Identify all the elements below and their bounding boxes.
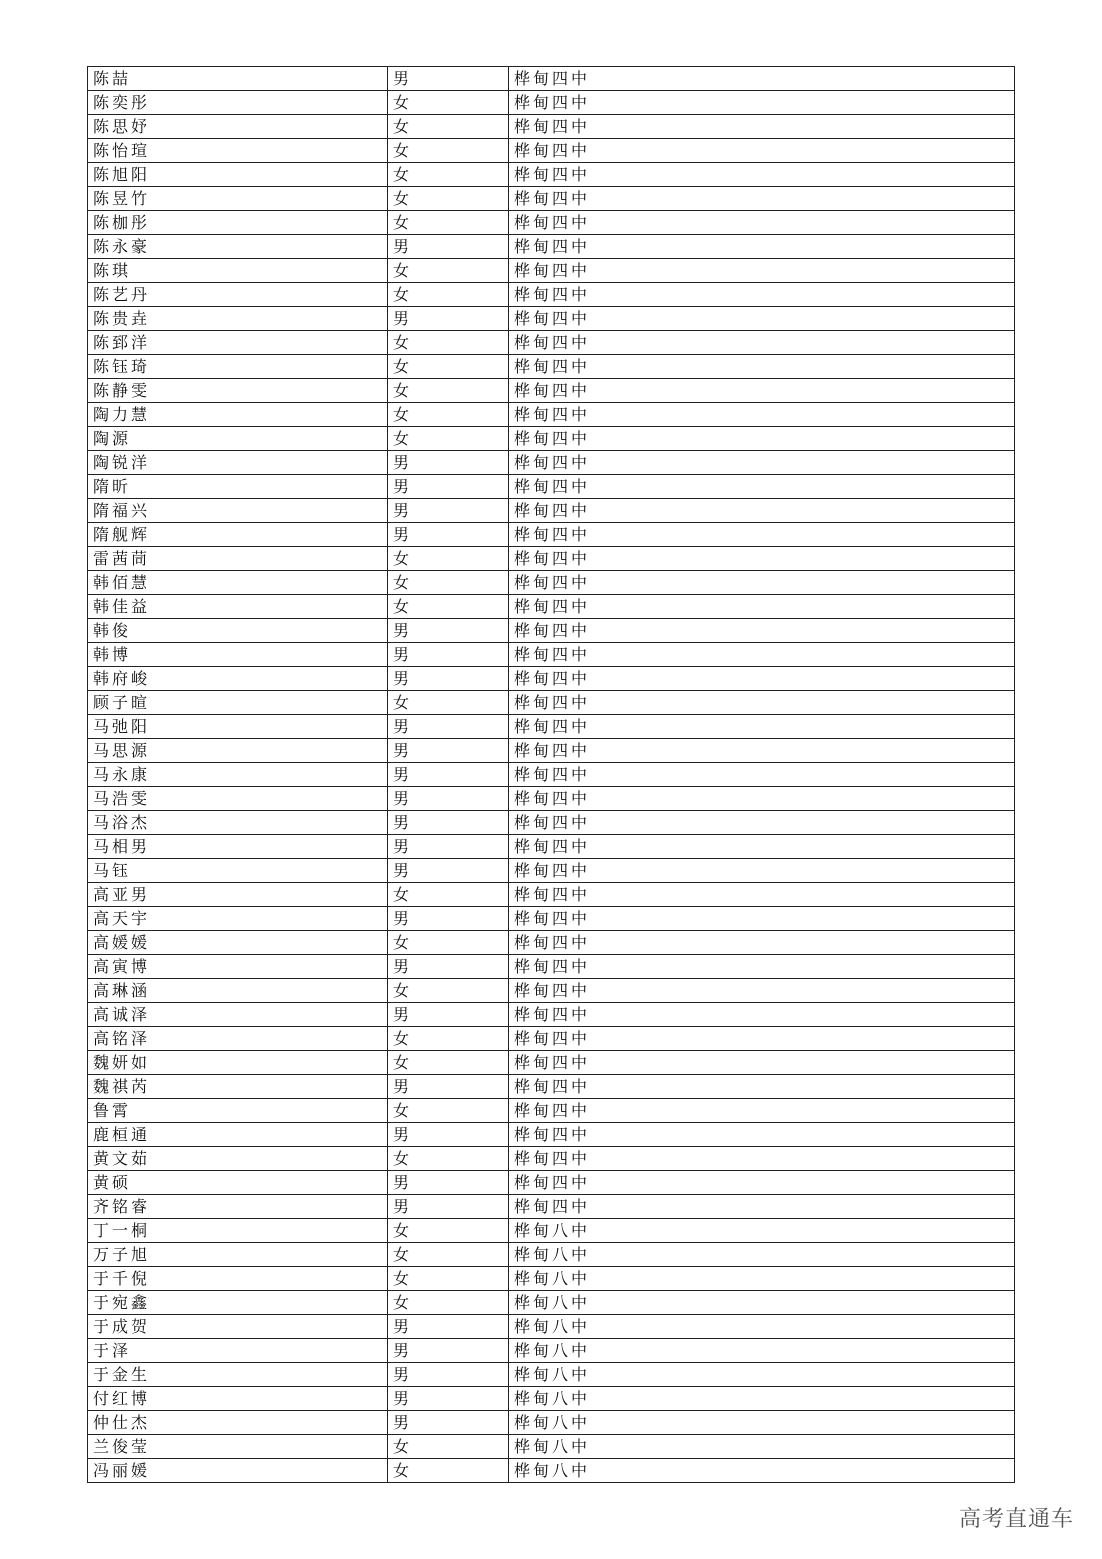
gender-cell: 男 bbox=[388, 907, 509, 931]
gender-cell: 女 bbox=[388, 1099, 509, 1123]
name-cell: 付红博 bbox=[88, 1387, 388, 1411]
school-cell: 桦甸八中 bbox=[509, 1219, 1015, 1243]
school-cell: 桦甸四中 bbox=[509, 427, 1015, 451]
gender-cell: 女 bbox=[388, 979, 509, 1003]
gender-cell: 女 bbox=[388, 1435, 509, 1459]
gender-cell: 男 bbox=[388, 67, 509, 91]
gender-cell: 男 bbox=[388, 763, 509, 787]
name-cell: 陈贵垚 bbox=[88, 307, 388, 331]
school-cell: 桦甸四中 bbox=[509, 643, 1015, 667]
table-row bbox=[88, 1003, 1015, 1027]
table-row bbox=[88, 667, 1015, 691]
name-cell: 于成贺 bbox=[88, 1315, 388, 1339]
table-row bbox=[88, 571, 1015, 595]
name-cell: 万子旭 bbox=[88, 1243, 388, 1267]
name-cell: 黄文茹 bbox=[88, 1147, 388, 1171]
name-cell: 顾子暄 bbox=[88, 691, 388, 715]
name-cell: 陶力慧 bbox=[88, 403, 388, 427]
school-cell: 桦甸四中 bbox=[509, 1147, 1015, 1171]
school-cell: 桦甸四中 bbox=[509, 403, 1015, 427]
school-cell: 桦甸八中 bbox=[509, 1387, 1015, 1411]
school-cell: 桦甸四中 bbox=[509, 739, 1015, 763]
name-cell: 魏妍如 bbox=[88, 1051, 388, 1075]
gender-cell: 女 bbox=[388, 259, 509, 283]
name-cell: 韩佰慧 bbox=[88, 571, 388, 595]
name-cell: 韩俊 bbox=[88, 619, 388, 643]
table-row bbox=[88, 787, 1015, 811]
table-row bbox=[88, 67, 1015, 91]
name-cell: 丁一桐 bbox=[88, 1219, 388, 1243]
name-cell: 陈艺丹 bbox=[88, 283, 388, 307]
gender-cell: 女 bbox=[388, 1051, 509, 1075]
table-row bbox=[88, 1027, 1015, 1051]
gender-cell: 女 bbox=[388, 403, 509, 427]
school-cell: 桦甸四中 bbox=[509, 667, 1015, 691]
name-cell: 冯丽媛 bbox=[88, 1459, 388, 1483]
gender-cell: 女 bbox=[388, 547, 509, 571]
table-row bbox=[88, 139, 1015, 163]
gender-cell: 女 bbox=[388, 1459, 509, 1483]
gender-cell: 女 bbox=[388, 427, 509, 451]
gender-cell: 男 bbox=[388, 235, 509, 259]
table-row bbox=[88, 595, 1015, 619]
table-row bbox=[88, 1315, 1015, 1339]
name-cell: 马浴杰 bbox=[88, 811, 388, 835]
name-cell: 马永康 bbox=[88, 763, 388, 787]
gender-cell: 女 bbox=[388, 1147, 509, 1171]
gender-cell: 女 bbox=[388, 571, 509, 595]
school-cell: 桦甸四中 bbox=[509, 355, 1015, 379]
table-row bbox=[88, 379, 1015, 403]
table-row bbox=[88, 811, 1015, 835]
name-cell: 陈永豪 bbox=[88, 235, 388, 259]
school-cell: 桦甸四中 bbox=[509, 619, 1015, 643]
gender-cell: 女 bbox=[388, 331, 509, 355]
table-row bbox=[88, 547, 1015, 571]
table-row bbox=[88, 523, 1015, 547]
table-row bbox=[88, 115, 1015, 139]
school-cell: 桦甸四中 bbox=[509, 955, 1015, 979]
name-cell: 鲁霄 bbox=[88, 1099, 388, 1123]
name-cell: 马思源 bbox=[88, 739, 388, 763]
student-table bbox=[87, 66, 1015, 1483]
gender-cell: 女 bbox=[388, 211, 509, 235]
school-cell: 桦甸四中 bbox=[509, 1027, 1015, 1051]
table-row bbox=[88, 427, 1015, 451]
table-row bbox=[88, 1075, 1015, 1099]
gender-cell: 男 bbox=[388, 475, 509, 499]
school-cell: 桦甸四中 bbox=[509, 283, 1015, 307]
name-cell: 陈钰琦 bbox=[88, 355, 388, 379]
table-row bbox=[88, 1363, 1015, 1387]
school-cell: 桦甸八中 bbox=[509, 1315, 1015, 1339]
student-table-body bbox=[88, 67, 1015, 1483]
school-cell: 桦甸四中 bbox=[509, 307, 1015, 331]
name-cell: 高诚泽 bbox=[88, 1003, 388, 1027]
school-cell: 桦甸四中 bbox=[509, 235, 1015, 259]
school-cell: 桦甸四中 bbox=[509, 883, 1015, 907]
school-cell: 桦甸四中 bbox=[509, 1003, 1015, 1027]
school-cell: 桦甸八中 bbox=[509, 1267, 1015, 1291]
table-row bbox=[88, 739, 1015, 763]
school-cell: 桦甸四中 bbox=[509, 523, 1015, 547]
gender-cell: 女 bbox=[388, 163, 509, 187]
school-cell: 桦甸四中 bbox=[509, 691, 1015, 715]
gender-cell: 男 bbox=[388, 1315, 509, 1339]
table-row bbox=[88, 1243, 1015, 1267]
school-cell: 桦甸四中 bbox=[509, 571, 1015, 595]
table-row bbox=[88, 1195, 1015, 1219]
gender-cell: 男 bbox=[388, 835, 509, 859]
table-row bbox=[88, 1459, 1015, 1483]
gender-cell: 女 bbox=[388, 883, 509, 907]
gender-cell: 女 bbox=[388, 931, 509, 955]
gender-cell: 男 bbox=[388, 787, 509, 811]
table-row bbox=[88, 1051, 1015, 1075]
name-cell: 高媛媛 bbox=[88, 931, 388, 955]
table-row bbox=[88, 763, 1015, 787]
gender-cell: 女 bbox=[388, 1291, 509, 1315]
table-row bbox=[88, 355, 1015, 379]
table-row bbox=[88, 1099, 1015, 1123]
table-row bbox=[88, 691, 1015, 715]
school-cell: 桦甸四中 bbox=[509, 331, 1015, 355]
school-cell: 桦甸四中 bbox=[509, 1075, 1015, 1099]
name-cell: 于宛鑫 bbox=[88, 1291, 388, 1315]
school-cell: 桦甸四中 bbox=[509, 979, 1015, 1003]
name-cell: 魏祺芮 bbox=[88, 1075, 388, 1099]
table-row bbox=[88, 499, 1015, 523]
gender-cell: 女 bbox=[388, 1243, 509, 1267]
name-cell: 马浩雯 bbox=[88, 787, 388, 811]
table-row bbox=[88, 331, 1015, 355]
school-cell: 桦甸四中 bbox=[509, 1051, 1015, 1075]
gender-cell: 女 bbox=[388, 379, 509, 403]
school-cell: 桦甸八中 bbox=[509, 1411, 1015, 1435]
name-cell: 高亚男 bbox=[88, 883, 388, 907]
school-cell: 桦甸八中 bbox=[509, 1339, 1015, 1363]
name-cell: 齐铭睿 bbox=[88, 1195, 388, 1219]
name-cell: 于金生 bbox=[88, 1363, 388, 1387]
table-row bbox=[88, 835, 1015, 859]
gender-cell: 男 bbox=[388, 1075, 509, 1099]
school-cell: 桦甸四中 bbox=[509, 1195, 1015, 1219]
gender-cell: 女 bbox=[388, 139, 509, 163]
name-cell: 黄硕 bbox=[88, 1171, 388, 1195]
gender-cell: 男 bbox=[388, 499, 509, 523]
name-cell: 高天宇 bbox=[88, 907, 388, 931]
name-cell: 隋福兴 bbox=[88, 499, 388, 523]
gender-cell: 男 bbox=[388, 811, 509, 835]
table-row bbox=[88, 1219, 1015, 1243]
gender-cell: 女 bbox=[388, 1027, 509, 1051]
table-row bbox=[88, 163, 1015, 187]
name-cell: 韩府峻 bbox=[88, 667, 388, 691]
school-cell: 桦甸八中 bbox=[509, 1243, 1015, 1267]
table-row bbox=[88, 643, 1015, 667]
school-cell: 桦甸四中 bbox=[509, 547, 1015, 571]
name-cell: 马相男 bbox=[88, 835, 388, 859]
table-row bbox=[88, 187, 1015, 211]
gender-cell: 男 bbox=[388, 715, 509, 739]
gender-cell: 女 bbox=[388, 691, 509, 715]
gender-cell: 男 bbox=[388, 307, 509, 331]
name-cell: 韩博 bbox=[88, 643, 388, 667]
school-cell: 桦甸四中 bbox=[509, 931, 1015, 955]
name-cell: 于千倪 bbox=[88, 1267, 388, 1291]
table-row bbox=[88, 475, 1015, 499]
table-row bbox=[88, 1267, 1015, 1291]
school-cell: 桦甸四中 bbox=[509, 115, 1015, 139]
school-cell: 桦甸四中 bbox=[509, 595, 1015, 619]
school-cell: 桦甸四中 bbox=[509, 187, 1015, 211]
gender-cell: 男 bbox=[388, 523, 509, 547]
gender-cell: 女 bbox=[388, 1267, 509, 1291]
school-cell: 桦甸四中 bbox=[509, 163, 1015, 187]
watermark-text: 高考直通车 bbox=[958, 1507, 1074, 1532]
gender-cell: 女 bbox=[388, 115, 509, 139]
gender-cell: 男 bbox=[388, 1339, 509, 1363]
name-cell: 陈静雯 bbox=[88, 379, 388, 403]
school-cell: 桦甸四中 bbox=[509, 787, 1015, 811]
school-cell: 桦甸八中 bbox=[509, 1363, 1015, 1387]
table-row bbox=[88, 283, 1015, 307]
gender-cell: 男 bbox=[388, 1003, 509, 1027]
table-row bbox=[88, 883, 1015, 907]
gender-cell: 男 bbox=[388, 451, 509, 475]
school-cell: 桦甸四中 bbox=[509, 379, 1015, 403]
school-cell: 桦甸四中 bbox=[509, 259, 1015, 283]
name-cell: 陶源 bbox=[88, 427, 388, 451]
gender-cell: 男 bbox=[388, 619, 509, 643]
school-cell: 桦甸八中 bbox=[509, 1459, 1015, 1483]
name-cell: 陈思妤 bbox=[88, 115, 388, 139]
table-row bbox=[88, 307, 1015, 331]
gender-cell: 男 bbox=[388, 955, 509, 979]
gender-cell: 女 bbox=[388, 283, 509, 307]
school-cell: 桦甸八中 bbox=[509, 1435, 1015, 1459]
gender-cell: 女 bbox=[388, 187, 509, 211]
table-row bbox=[88, 1147, 1015, 1171]
name-cell: 于泽 bbox=[88, 1339, 388, 1363]
name-cell: 隋舰辉 bbox=[88, 523, 388, 547]
table-row bbox=[88, 1387, 1015, 1411]
school-cell: 桦甸四中 bbox=[509, 715, 1015, 739]
name-cell: 陈枷彤 bbox=[88, 211, 388, 235]
gender-cell: 男 bbox=[388, 1123, 509, 1147]
school-cell: 桦甸四中 bbox=[509, 139, 1015, 163]
table-row bbox=[88, 931, 1015, 955]
name-cell: 陈郅洋 bbox=[88, 331, 388, 355]
name-cell: 马钰 bbox=[88, 859, 388, 883]
table-row bbox=[88, 235, 1015, 259]
gender-cell: 男 bbox=[388, 739, 509, 763]
gender-cell: 男 bbox=[388, 1363, 509, 1387]
name-cell: 高琳涵 bbox=[88, 979, 388, 1003]
table-row bbox=[88, 1435, 1015, 1459]
table-row bbox=[88, 907, 1015, 931]
gender-cell: 女 bbox=[388, 595, 509, 619]
name-cell: 陈怡瑄 bbox=[88, 139, 388, 163]
name-cell: 陶锐洋 bbox=[88, 451, 388, 475]
table-row bbox=[88, 91, 1015, 115]
table-row bbox=[88, 1411, 1015, 1435]
table-row bbox=[88, 1291, 1015, 1315]
name-cell: 陈喆 bbox=[88, 67, 388, 91]
gender-cell: 男 bbox=[388, 643, 509, 667]
table-row bbox=[88, 1339, 1015, 1363]
gender-cell: 女 bbox=[388, 355, 509, 379]
table-row bbox=[88, 451, 1015, 475]
name-cell: 陈昱竹 bbox=[88, 187, 388, 211]
school-cell: 桦甸四中 bbox=[509, 91, 1015, 115]
school-cell: 桦甸四中 bbox=[509, 835, 1015, 859]
table-row bbox=[88, 259, 1015, 283]
name-cell: 马弛阳 bbox=[88, 715, 388, 739]
table-row bbox=[88, 979, 1015, 1003]
name-cell: 陈奕彤 bbox=[88, 91, 388, 115]
gender-cell: 男 bbox=[388, 667, 509, 691]
school-cell: 桦甸四中 bbox=[509, 1099, 1015, 1123]
name-cell: 雷茜茼 bbox=[88, 547, 388, 571]
gender-cell: 男 bbox=[388, 1387, 509, 1411]
gender-cell: 男 bbox=[388, 1171, 509, 1195]
school-cell: 桦甸四中 bbox=[509, 475, 1015, 499]
gender-cell: 男 bbox=[388, 1411, 509, 1435]
name-cell: 陈琪 bbox=[88, 259, 388, 283]
table-row bbox=[88, 619, 1015, 643]
table-row bbox=[88, 211, 1015, 235]
school-cell: 桦甸四中 bbox=[509, 451, 1015, 475]
name-cell: 韩佳益 bbox=[88, 595, 388, 619]
gender-cell: 女 bbox=[388, 91, 509, 115]
school-cell: 桦甸四中 bbox=[509, 859, 1015, 883]
school-cell: 桦甸四中 bbox=[509, 211, 1015, 235]
table-row bbox=[88, 859, 1015, 883]
table-row bbox=[88, 715, 1015, 739]
table-row bbox=[88, 403, 1015, 427]
school-cell: 桦甸四中 bbox=[509, 499, 1015, 523]
school-cell: 桦甸四中 bbox=[509, 763, 1015, 787]
school-cell: 桦甸八中 bbox=[509, 1291, 1015, 1315]
gender-cell: 男 bbox=[388, 1195, 509, 1219]
name-cell: 隋昕 bbox=[88, 475, 388, 499]
name-cell: 兰俊莹 bbox=[88, 1435, 388, 1459]
table-row bbox=[88, 1123, 1015, 1147]
school-cell: 桦甸四中 bbox=[509, 1171, 1015, 1195]
gender-cell: 女 bbox=[388, 1219, 509, 1243]
school-cell: 桦甸四中 bbox=[509, 1123, 1015, 1147]
name-cell: 鹿桓通 bbox=[88, 1123, 388, 1147]
school-cell: 桦甸四中 bbox=[509, 907, 1015, 931]
table-row bbox=[88, 955, 1015, 979]
gender-cell: 男 bbox=[388, 859, 509, 883]
school-cell: 桦甸四中 bbox=[509, 811, 1015, 835]
name-cell: 陈旭阳 bbox=[88, 163, 388, 187]
name-cell: 高寅博 bbox=[88, 955, 388, 979]
school-cell: 桦甸四中 bbox=[509, 67, 1015, 91]
name-cell: 高铭泽 bbox=[88, 1027, 388, 1051]
table-row bbox=[88, 1171, 1015, 1195]
name-cell: 仲仕杰 bbox=[88, 1411, 388, 1435]
